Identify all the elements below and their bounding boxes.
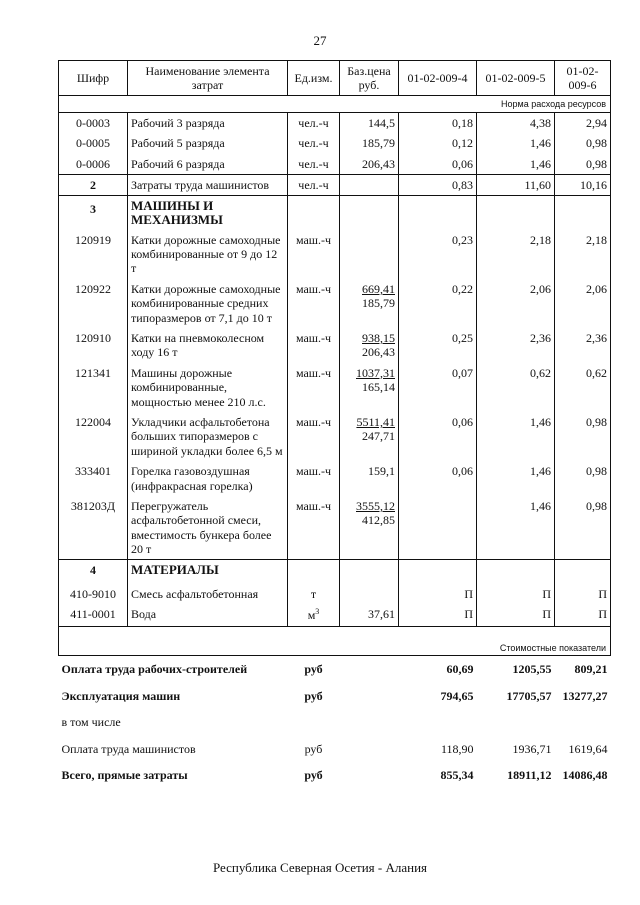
row-price: 37,61 <box>340 604 399 626</box>
unit-superscript: 3 <box>315 607 320 617</box>
row-price <box>340 230 399 279</box>
row-unit: маш.-ч <box>288 412 340 461</box>
row-code: 120919 <box>59 230 128 279</box>
footer-region-name: Республика Северная Осетия - Алания <box>212 860 428 875</box>
summary-row <box>59 683 611 709</box>
price-wage: 247,71 <box>362 429 395 444</box>
section-code: 3 <box>59 196 128 230</box>
summary-row <box>59 736 611 762</box>
summary-value-1: 60,69 <box>446 662 474 677</box>
row-value-3: 0,98 <box>555 461 611 496</box>
material-row <box>59 604 611 626</box>
empty-cell <box>288 560 340 581</box>
row-value-1: 0,25 <box>399 328 477 363</box>
summary-unit <box>288 709 340 735</box>
summary-empty <box>340 683 399 709</box>
row-price: 206,43 <box>340 154 399 175</box>
row-name: Катки на пневмоколесном ходу 16 т <box>128 328 288 363</box>
row-value-1: 0,07 <box>399 363 477 412</box>
row-price <box>340 461 399 496</box>
row-value-2: П <box>477 581 555 604</box>
machine-row <box>59 412 611 461</box>
summary-empty <box>340 736 399 762</box>
row-code: 381203Д <box>59 496 128 560</box>
summary-label: Оплата труда рабочих-строителей <box>61 662 248 677</box>
unit-text: т <box>310 586 317 601</box>
row-name: Затраты труда машинистов <box>128 174 288 195</box>
machine-row <box>59 461 611 496</box>
table-header-row <box>59 61 611 96</box>
row-name: Укладчики асфальтобетона больших типоразмеров с шириной укладки более 6,5 м <box>128 412 288 461</box>
price-total: 669,41 <box>362 281 395 296</box>
row-value-1: 0,06 <box>399 412 477 461</box>
row-code: 120922 <box>59 279 128 328</box>
row-unit: чел.-ч <box>288 174 340 195</box>
labor-row <box>59 154 611 175</box>
row-value-1: 0,06 <box>399 461 477 496</box>
summary-value-3: 809,21 <box>574 662 608 677</box>
row-name: Горелка газовоздушная (инфракрасная горелка) <box>128 461 288 496</box>
row-unit: чел.-ч <box>288 112 340 133</box>
machine-row <box>59 230 611 279</box>
row-value-2: 2,18 <box>477 230 555 279</box>
row-unit: чел.-ч <box>288 154 340 175</box>
material-row <box>59 581 611 604</box>
row-value-1: 0,22 <box>399 279 477 328</box>
summary-unit: руб <box>304 741 323 756</box>
row-code: 2 <box>59 174 128 195</box>
row-price <box>340 581 399 604</box>
row-unit: маш.-ч <box>288 230 340 279</box>
price-total: 3555,12 <box>356 498 395 513</box>
unit-text: м <box>307 608 316 623</box>
row-value-1: 0,18 <box>399 112 477 133</box>
price-wage: 165,14 <box>362 380 395 395</box>
labor-row <box>59 133 611 153</box>
machine-row <box>59 279 611 328</box>
row-name: Вода <box>128 604 288 626</box>
row-value-3: 2,36 <box>555 328 611 363</box>
empty-cell <box>399 560 477 581</box>
row-unit: маш.-ч <box>288 363 340 412</box>
row-code: 0-0005 <box>59 133 128 153</box>
row-name: Машины дорожные комбинированные, мощностью менее 210 л.с. <box>128 363 288 412</box>
row-value-3: 0,62 <box>555 363 611 412</box>
summary-label: Всего, прямые затраты <box>61 767 188 782</box>
row-name: Смесь асфальтобетонная <box>128 581 288 604</box>
row-value-2: 0,62 <box>477 363 555 412</box>
row-unit: маш.-ч <box>288 496 340 560</box>
row-name: Катки дорожные самоходные комбинированные средних типоразмеров от 7,1 до 10 т <box>128 279 288 328</box>
section-title: МАШИНЫ И МЕХАНИЗМЫ <box>128 196 288 230</box>
header-name: Наименование элемента затрат <box>128 61 288 96</box>
row-value-2: 4,38 <box>477 112 555 133</box>
row-unit: маш.-ч <box>288 461 340 496</box>
summary-label: Эксплуатация машин <box>61 688 181 703</box>
summary-value-3: 14086,48 <box>562 767 608 782</box>
summary-value-3: 1619,64 <box>568 741 608 756</box>
row-value-1: 0,12 <box>399 133 477 153</box>
row-price: 185,79 <box>340 133 399 153</box>
section-title: МАТЕРИАЛЫ <box>128 560 288 581</box>
section-code: 4 <box>59 560 128 581</box>
summary-value-2 <box>477 709 555 735</box>
row-price <box>340 174 399 195</box>
row-value-3: 0,98 <box>555 133 611 153</box>
header-price: Баз.цена руб. <box>340 61 399 96</box>
row-unit: маш.-ч <box>288 328 340 363</box>
summary-value-2: 18911,12 <box>507 767 552 782</box>
row-value-3: П <box>555 604 611 626</box>
summary-value-1: 855,34 <box>440 767 474 782</box>
row-price <box>340 363 399 412</box>
row-code: 0-0006 <box>59 154 128 175</box>
summary-value-1: 118,90 <box>440 741 474 756</box>
row-price: 144,5 <box>340 112 399 133</box>
price-total: 159,1 <box>368 464 395 479</box>
row-unit <box>288 581 340 604</box>
band-norm-label: Норма расхода ресурсов <box>59 96 611 113</box>
summary-value-2: 1205,55 <box>512 662 552 677</box>
header-code: Шифр <box>59 61 128 96</box>
row-name: Рабочий 6 разряда <box>128 154 288 175</box>
row-value-2: П <box>477 604 555 626</box>
machinist-row <box>59 174 611 195</box>
row-price <box>340 496 399 560</box>
summary-label: в том числе <box>61 715 121 730</box>
row-value-3: 2,06 <box>555 279 611 328</box>
band-cost-row <box>59 626 611 656</box>
row-value-1: 0,23 <box>399 230 477 279</box>
summary-value-2: 17705,57 <box>506 688 552 703</box>
price-wage: 412,85 <box>362 513 395 528</box>
row-value-2: 1,46 <box>477 496 555 560</box>
row-name: Рабочий 3 разряда <box>128 112 288 133</box>
row-code: 0-0003 <box>59 112 128 133</box>
page-number: 27 <box>313 33 327 48</box>
row-value-2: 1,46 <box>477 133 555 153</box>
row-value-3: 2,18 <box>555 230 611 279</box>
summary-empty <box>340 762 399 788</box>
row-value-3: 0,98 <box>555 154 611 175</box>
summary-empty <box>340 656 399 683</box>
row-code: 411-0001 <box>59 604 128 626</box>
row-name: Перегружатель асфальтобетонной смеси, вместимость бункера более 20 т <box>128 496 288 560</box>
row-price <box>340 412 399 461</box>
section-machines-row <box>59 196 611 230</box>
summary-value-1: 794,65 <box>440 688 474 703</box>
row-name: Рабочий 5 разряда <box>128 133 288 153</box>
summary-row <box>59 709 611 735</box>
row-value-2: 2,06 <box>477 279 555 328</box>
machine-row <box>59 496 611 560</box>
row-value-3: П <box>555 581 611 604</box>
row-unit: чел.-ч <box>288 133 340 153</box>
row-value-3: 0,98 <box>555 412 611 461</box>
resource-table <box>58 60 611 788</box>
summary-unit: руб <box>304 767 323 782</box>
summary-label: Оплата труда машинистов <box>61 741 196 756</box>
row-name: Катки дорожные самоходные комбинированные от 9 до 12 т <box>128 230 288 279</box>
row-code: 120910 <box>59 328 128 363</box>
price-wage: 185,79 <box>362 296 395 311</box>
empty-cell <box>340 560 399 581</box>
empty-cell <box>555 560 611 581</box>
machine-row <box>59 363 611 412</box>
machine-row <box>59 328 611 363</box>
header-col2: 01-02-009-5 <box>477 61 555 96</box>
row-code: 121341 <box>59 363 128 412</box>
row-value-1: П <box>399 604 477 626</box>
section-materials-row <box>59 560 611 581</box>
row-value-1: 0,83 <box>399 174 477 195</box>
summary-row <box>59 762 611 788</box>
summary-unit: руб <box>304 688 323 703</box>
price-wage: 206,43 <box>362 345 395 360</box>
row-price <box>340 279 399 328</box>
price-total: 1037,31 <box>356 365 395 380</box>
price-total: 938,15 <box>362 330 395 345</box>
row-value-3: 10,16 <box>555 174 611 195</box>
row-value-2: 1,46 <box>477 154 555 175</box>
row-value-2: 1,46 <box>477 461 555 496</box>
row-value-2: 2,36 <box>477 328 555 363</box>
row-code: 410-9010 <box>59 581 128 604</box>
row-code: 122004 <box>59 412 128 461</box>
row-code: 333401 <box>59 461 128 496</box>
row-value-2: 11,60 <box>477 174 555 195</box>
empty-cell <box>477 560 555 581</box>
row-unit: маш.-ч <box>288 279 340 328</box>
header-col3: 01-02-009-6 <box>555 61 611 96</box>
row-value-1 <box>399 496 477 560</box>
band-norm-row <box>59 96 611 113</box>
row-value-3: 2,94 <box>555 112 611 133</box>
price-total: 5511,41 <box>356 414 395 429</box>
summary-value-2: 1936,71 <box>512 741 552 756</box>
summary-unit: руб <box>304 662 323 677</box>
row-value-3: 0,98 <box>555 496 611 560</box>
labor-row <box>59 112 611 133</box>
summary-value-1 <box>399 709 477 735</box>
row-unit <box>288 604 340 626</box>
summary-value-3 <box>555 709 611 735</box>
summary-empty <box>340 709 399 735</box>
summary-row <box>59 656 611 683</box>
summary-value-3: 13277,27 <box>562 688 608 703</box>
row-value-1: 0,06 <box>399 154 477 175</box>
band-cost-label: Стоимостные показатели <box>59 626 611 656</box>
row-value-2: 1,46 <box>477 412 555 461</box>
row-value-1: П <box>399 581 477 604</box>
header-unit: Ед.изм. <box>288 61 340 96</box>
header-col1: 01-02-009-4 <box>399 61 477 96</box>
row-price <box>340 328 399 363</box>
